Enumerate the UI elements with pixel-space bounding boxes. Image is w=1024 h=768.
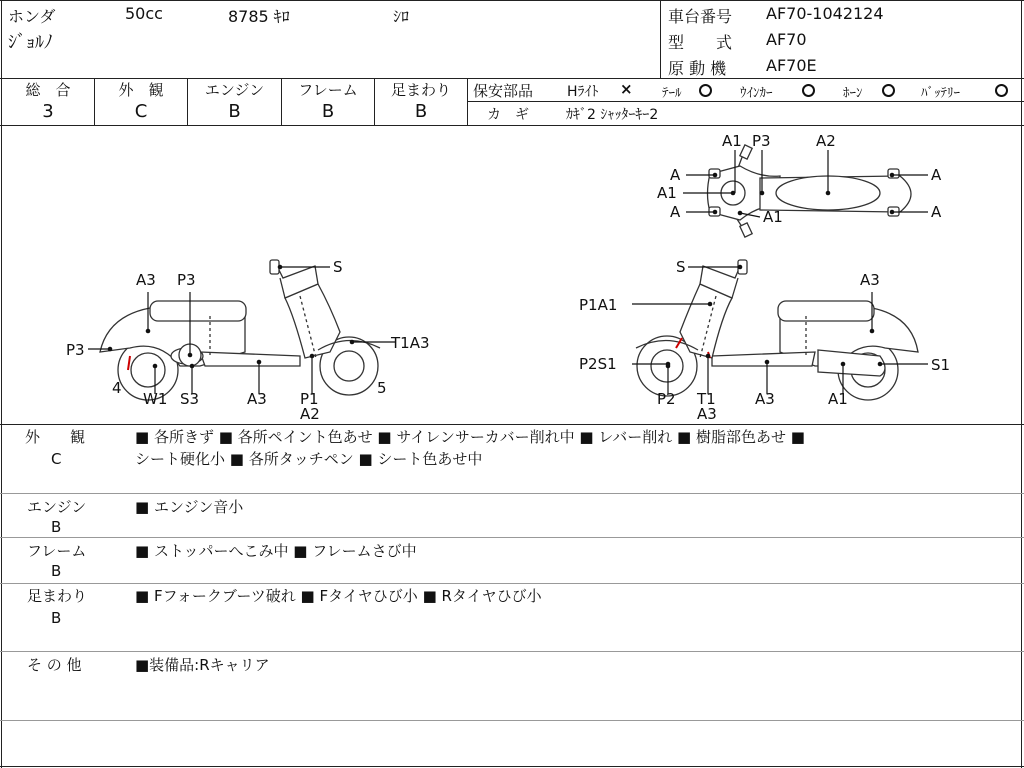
label-w1: W1 bbox=[143, 390, 168, 408]
headlight-label: Hﾗｲﾄ bbox=[567, 84, 599, 100]
key-label: カ ギ bbox=[487, 107, 529, 123]
damage-diagram bbox=[0, 126, 1024, 424]
label-p1: P1 bbox=[300, 390, 319, 408]
label-4: 4 bbox=[112, 379, 122, 397]
battery-ok-icon bbox=[995, 84, 1008, 97]
label-a1: A1 bbox=[657, 184, 677, 202]
tail-label: ﾃｰﾙ bbox=[662, 86, 682, 101]
suspension-grade-value: B bbox=[414, 101, 428, 122]
exterior-comment-line1: ■ 各所きず ■ 各所ペイント色あせ ■ サイレンサーカバー削れ中 ■ レバー削れ ■ 樹脂部色あせ ■ bbox=[135, 428, 805, 446]
suspension-comment-grade: B bbox=[51, 609, 62, 627]
other-comment-label: そ の 他 bbox=[27, 656, 82, 674]
mileage: 8785 ｷﾛ bbox=[228, 7, 290, 26]
model-name: ｼﾞｮﾙﾉ bbox=[8, 32, 53, 53]
winker-label: ｳｲﾝｶｰ bbox=[740, 86, 773, 101]
label-p3: P3 bbox=[177, 271, 196, 289]
winker-ok-icon bbox=[802, 84, 815, 97]
label-a2: A2 bbox=[300, 405, 320, 423]
key-value: ｶｷﾞ2 ｼｬｯﾀｰｷｰ2 bbox=[566, 107, 659, 123]
safety-label: 保安部品 bbox=[473, 82, 534, 100]
label-a: A bbox=[670, 203, 681, 221]
label-p3: P3 bbox=[66, 341, 85, 359]
label-p2s1: P2S1 bbox=[579, 355, 617, 373]
frame-grade-value: B bbox=[321, 101, 335, 122]
color: ｼﾛ bbox=[393, 7, 410, 26]
engine-label: 原 動 機 bbox=[668, 59, 727, 78]
exterior-label: 外 観 bbox=[118, 81, 164, 99]
label-s: S bbox=[333, 258, 343, 276]
tail-ok-icon bbox=[699, 84, 712, 97]
chassis-value: AF70-1042124 bbox=[766, 4, 884, 23]
frame-comment-text: ■ ストッパーへこみ中 ■ フレームさび中 bbox=[135, 542, 417, 560]
engine-comment-grade: B bbox=[51, 518, 62, 536]
label-t1: T1 bbox=[697, 390, 716, 408]
battery-label: ﾊﾞｯﾃﾘｰ bbox=[921, 86, 960, 101]
label-a3: A3 bbox=[136, 271, 156, 289]
label-a3: A3 bbox=[247, 390, 267, 408]
label-p1a1: P1A1 bbox=[579, 296, 618, 314]
label-p2: P2 bbox=[657, 390, 676, 408]
total-label: 総 合 bbox=[25, 81, 71, 99]
label-a3: A3 bbox=[755, 390, 775, 408]
label-p3: P3 bbox=[752, 132, 771, 150]
horn-ok-icon bbox=[882, 84, 895, 97]
maker: ホンダ bbox=[8, 7, 56, 26]
suspension-comment-label: 足まわり bbox=[27, 587, 88, 605]
exterior-comment-grade: C bbox=[51, 450, 62, 468]
headlight-status-x: × bbox=[620, 80, 633, 98]
label-a: A bbox=[931, 166, 942, 184]
exterior-comment-label: 外 観 bbox=[25, 428, 86, 446]
suspension-grade-label: 足まわり bbox=[390, 81, 451, 99]
frame-comment-grade: B bbox=[51, 562, 62, 580]
engine-grade-label: エンジン bbox=[204, 81, 265, 99]
label-a1: A1 bbox=[722, 132, 742, 150]
label-a2: A2 bbox=[816, 132, 836, 150]
engine-value: AF70E bbox=[766, 56, 817, 75]
exterior-value: C bbox=[134, 101, 148, 122]
label-s3: S3 bbox=[180, 390, 200, 408]
label-s1: S1 bbox=[931, 356, 951, 374]
suspension-comment-text: ■ Fフォークブーツ破れ ■ Fタイヤひび小 ■ Rタイヤひび小 bbox=[135, 587, 542, 605]
label-a3: A3 bbox=[697, 405, 717, 423]
type-value: AF70 bbox=[766, 30, 807, 49]
frame-comment-label: フレーム bbox=[27, 542, 87, 560]
displacement: 50cc bbox=[125, 4, 163, 23]
horn-label: ﾎｰﾝ bbox=[843, 86, 863, 101]
label-s: S bbox=[676, 258, 686, 276]
label-a3: A3 bbox=[860, 271, 880, 289]
engine-grade-value: B bbox=[228, 101, 241, 122]
label-t1a3: T1A3 bbox=[391, 334, 430, 352]
engine-comment-text: ■ エンジン音小 bbox=[135, 498, 244, 516]
label-a1: A1 bbox=[763, 208, 783, 226]
label-a1: A1 bbox=[828, 390, 848, 408]
engine-comment-label: エンジン bbox=[27, 498, 87, 516]
chassis-label: 車台番号 bbox=[668, 7, 733, 26]
label-a: A bbox=[670, 166, 681, 184]
top-view-scooter bbox=[708, 145, 912, 237]
label-5: 5 bbox=[377, 379, 387, 397]
frame-grade-label: フレーム bbox=[298, 81, 358, 99]
total-value: 3 bbox=[42, 101, 54, 122]
label-a: A bbox=[931, 203, 942, 221]
other-comment-text: ■装備品:Rキャリア bbox=[135, 656, 270, 674]
type-label: 型 式 bbox=[668, 33, 733, 52]
exterior-comment-line2: シート硬化小 ■ 各所タッチペン ■ シート色あせ中 bbox=[135, 450, 483, 468]
